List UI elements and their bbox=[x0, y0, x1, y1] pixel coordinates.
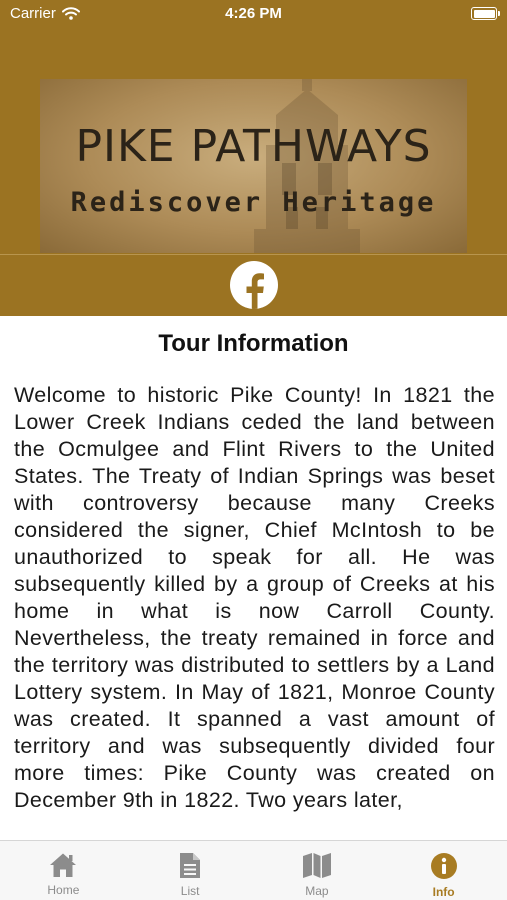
facebook-button[interactable] bbox=[230, 261, 278, 309]
carrier-label: Carrier bbox=[10, 5, 56, 22]
tab-home-label: Home bbox=[47, 883, 80, 897]
tab-bar bbox=[0, 840, 507, 900]
tab-map-label: Map bbox=[305, 884, 329, 898]
banner-title: PIKE PATHWAYS bbox=[75, 121, 432, 172]
tour-description: Welcome to historic Pike County! In 1821 the Lower Creek Indians ceded the land between the Ocmulgee and Flint Rivers to the United States. The Treaty of Indian Springs was beset with controversy because many Creeks considered the signer, Chief McIntosh to be unauthorized to speak for all. He was subsequently killed by a group of Creeks at his home in what is now Carroll County. Nevertheless, the treaty remained in force and the territory was distributed to settlers by a Land Lottery system. In May of 1821, Monroe County was created. It spanned a vast amount of territory and was subsequently divided four more times: Pike County was created on December 9th in 1822. Two years later, bbox=[14, 383, 495, 812]
home-icon bbox=[48, 852, 78, 878]
header-divider bbox=[0, 254, 507, 255]
battery-icon bbox=[471, 7, 497, 20]
info-icon bbox=[430, 852, 458, 880]
map-icon bbox=[302, 852, 332, 879]
banner-subtitle: Rediscover Heritage bbox=[70, 187, 437, 218]
tab-list-label: List bbox=[180, 884, 200, 898]
facebook-icon bbox=[242, 271, 266, 309]
banner-image bbox=[40, 79, 467, 253]
tab-list[interactable] bbox=[127, 841, 254, 900]
tab-info[interactable] bbox=[380, 841, 507, 900]
status-time: 4:26 PM bbox=[225, 5, 282, 22]
tab-home[interactable] bbox=[0, 841, 127, 900]
document-list-icon bbox=[179, 852, 201, 879]
status-bar bbox=[0, 0, 507, 28]
page-title: Tour Information bbox=[158, 330, 349, 357]
tab-map[interactable] bbox=[254, 841, 381, 900]
tab-info-label: Info bbox=[432, 885, 455, 899]
